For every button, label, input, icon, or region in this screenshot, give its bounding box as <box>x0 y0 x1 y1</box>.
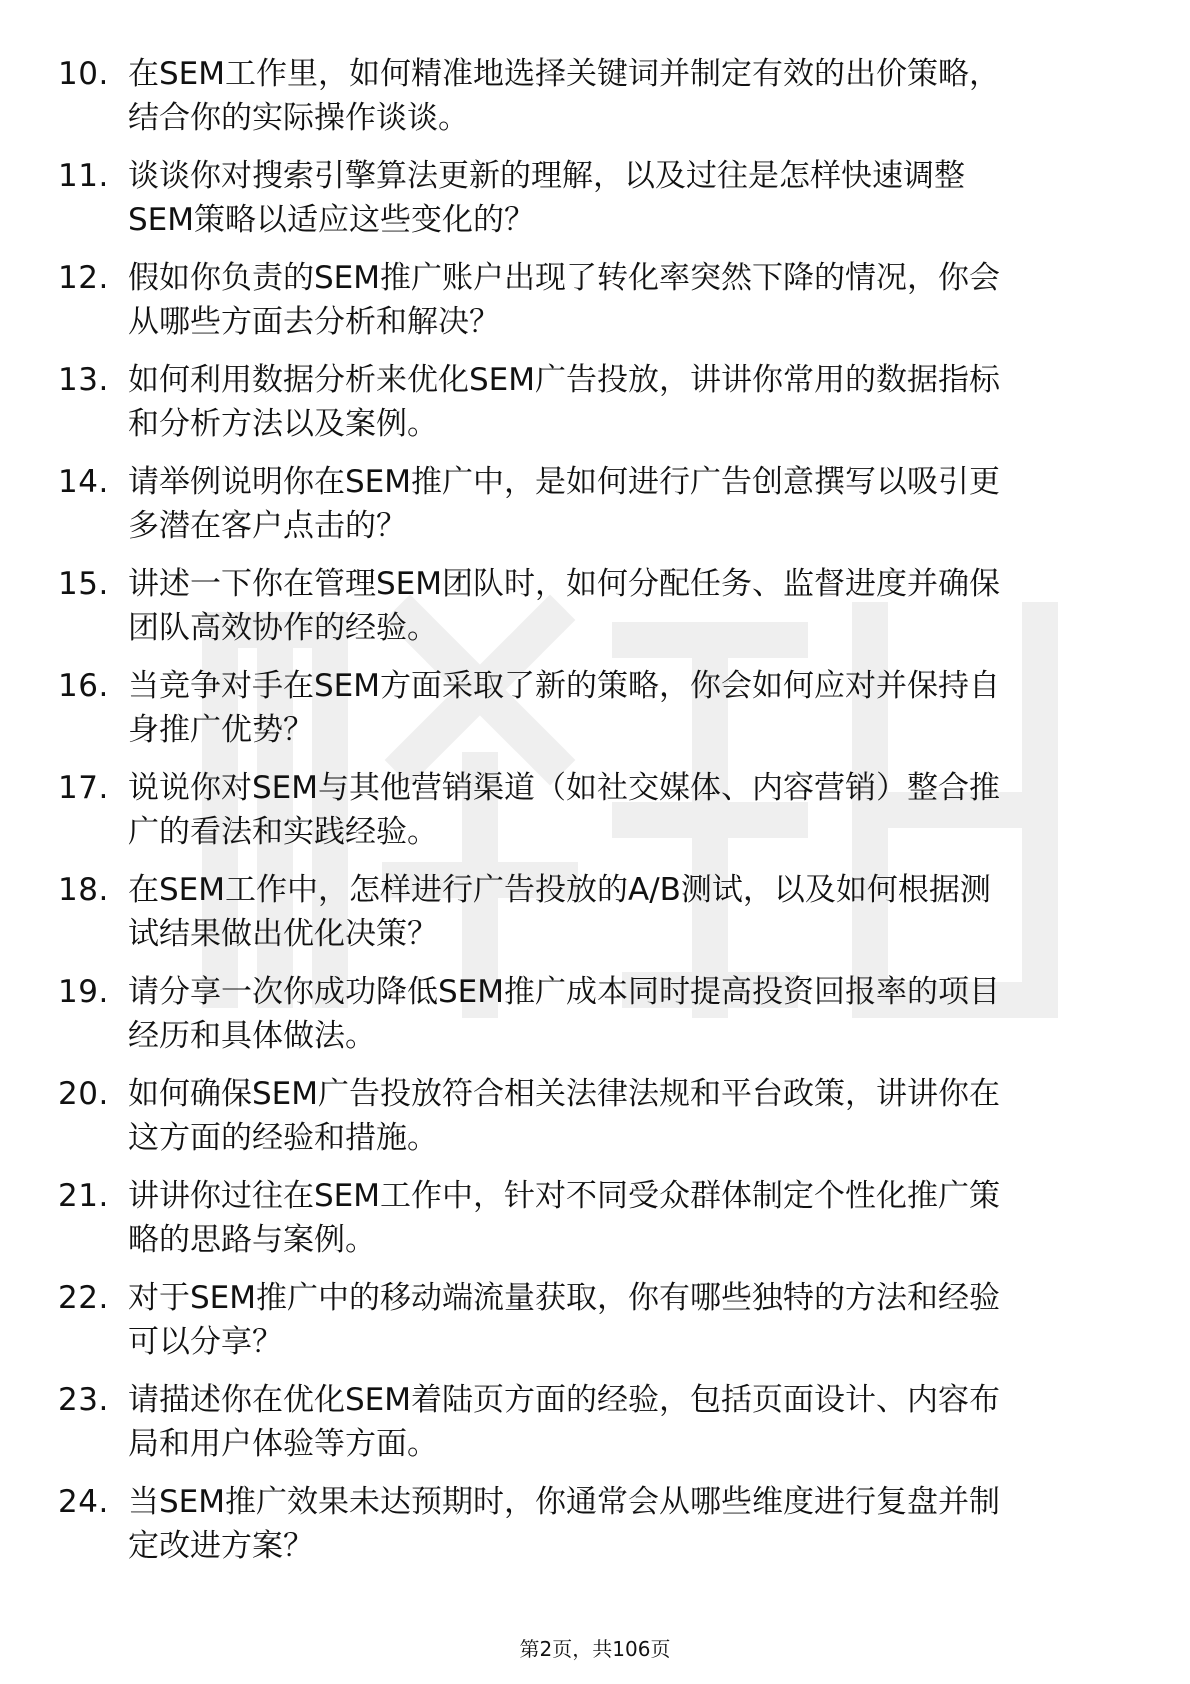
question-number: 18. <box>58 872 109 908</box>
question-text: 对于SEM推广中的移动端流量获取，你有哪些独特的方法和经验 可以分享？ <box>128 1280 1001 1360</box>
question-number: 15. <box>58 566 109 602</box>
question-number: 10. <box>58 56 109 92</box>
question-number: 24. <box>58 1484 109 1520</box>
page-footer: 第2页，共106页 <box>519 1637 671 1661</box>
question-item <box>58 664 1118 766</box>
question-item <box>58 868 1118 970</box>
question-number: 19. <box>58 974 109 1010</box>
question-text: 请分享一次你成功降低SEM推广成本同时提高投资回报率的项目 经历和具体做法。 <box>128 974 1001 1054</box>
question-text: 当竞争对手在SEM方面采取了新的策略，你会如何应对并保持自 身推广优势？ <box>128 668 1001 748</box>
question-text: 在SEM工作中，怎样进行广告投放的A/B测试，以及如何根据测 试结果做出优化决策？ <box>128 872 991 952</box>
question-text: 如何利用数据分析来优化SEM广告投放，讲讲你常用的数据指标 和分析方法以及案例。 <box>128 362 1001 442</box>
question-item <box>58 1378 1118 1480</box>
question-item <box>58 1072 1118 1174</box>
question-number: 20. <box>58 1076 109 1112</box>
question-item <box>58 1174 1118 1276</box>
question-number: 13. <box>58 362 109 398</box>
question-item <box>58 562 1118 664</box>
question-text: 说说你对SEM与其他营销渠道（如社交媒体、内容营销）整合推 广的看法和实践经验。 <box>128 770 1001 850</box>
question-item <box>58 52 1118 154</box>
question-text: 讲讲你过往在SEM工作中，针对不同受众群体制定个性化推广策 略的思路与案例。 <box>128 1178 1001 1258</box>
question-item <box>58 460 1118 562</box>
question-text: 讲述一下你在管理SEM团队时，如何分配任务、监督进度并确保 团队高效协作的经验。 <box>128 566 1001 646</box>
question-item <box>58 358 1118 460</box>
question-number: 21. <box>58 1178 109 1214</box>
question-number: 14. <box>58 464 109 500</box>
question-number: 12. <box>58 260 109 296</box>
question-number: 23. <box>58 1382 109 1418</box>
question-item <box>58 1276 1118 1378</box>
question-text: 如何确保SEM广告投放符合相关法律法规和平台政策，讲讲你在 这方面的经验和措施。 <box>128 1076 1001 1156</box>
question-item <box>58 1480 1118 1582</box>
question-text: 在SEM工作里，如何精准地选择关键词并制定有效的出价策略， 结合你的实际操作谈谈。 <box>128 56 1001 136</box>
question-list <box>58 52 1118 1582</box>
question-number: 22. <box>58 1280 109 1316</box>
question-text: 谈谈你对搜索引擎算法更新的理解，以及过往是怎样快速调整 SEM策略以适应这些变化的？ <box>128 158 965 238</box>
question-item <box>58 970 1118 1072</box>
question-number: 17. <box>58 770 109 806</box>
question-text: 假如你负责的SEM推广账户出现了转化率突然下降的情况，你会 从哪些方面去分析和解决？ <box>128 260 1001 340</box>
question-number: 16. <box>58 668 109 704</box>
question-text: 当SEM推广效果未达预期时，你通常会从哪些维度进行复盘并制 定改进方案？ <box>128 1484 1001 1564</box>
question-text: 请举例说明你在SEM推广中，是如何进行广告创意撰写以吸引更 多潜在客户点击的？ <box>128 464 1001 544</box>
question-number: 11. <box>58 158 109 194</box>
question-item <box>58 766 1118 868</box>
question-text: 请描述你在优化SEM着陆页方面的经验，包括页面设计、内容布 局和用户体验等方面。 <box>128 1382 1001 1462</box>
question-item <box>58 256 1118 358</box>
question-item <box>58 154 1118 256</box>
